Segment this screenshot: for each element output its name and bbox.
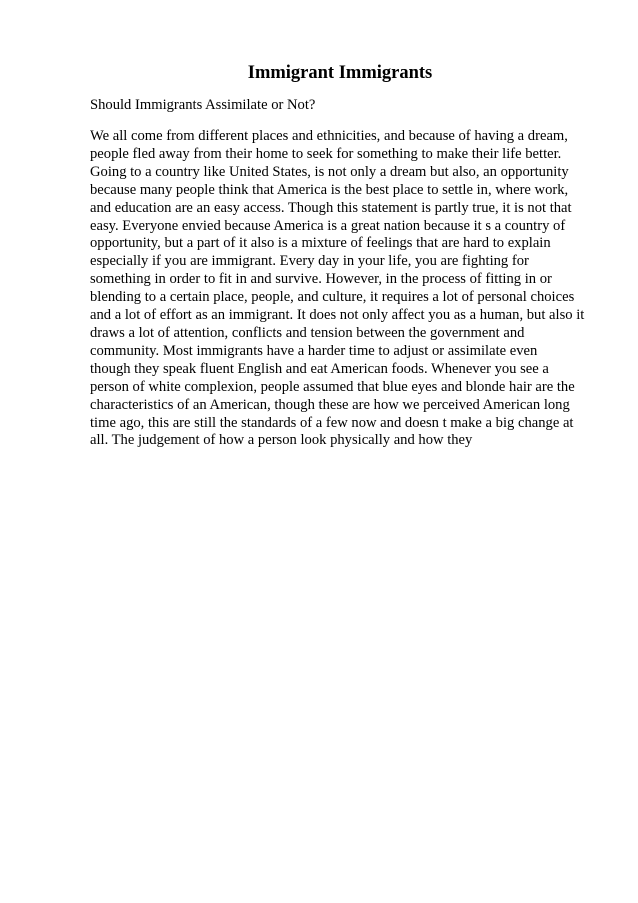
- paragraph-line: Going to a country like United States, is not only a dream but also, an opportunity: [90, 163, 569, 180]
- paragraph-line: especially if you are immigrant. Every day in your life, you are fighting for: [90, 253, 529, 270]
- paragraph-line: community. Most immigrants have a harder time to adjust or assimilate even: [90, 342, 538, 359]
- paragraph-line: draws a lot of attention, conflicts and tension between the government and: [90, 324, 525, 341]
- paragraph-line: time ago, this are still the standards of a few now and doesn t make a big change at: [90, 414, 574, 431]
- essay-paragraph: [90, 128, 635, 450]
- document-subtitle: Should Immigrants Assimilate or Not?: [90, 97, 316, 113]
- document-title: Immigrant Immigrants: [247, 63, 433, 83]
- paragraph-line: person of white complexion, people assumed that blue eyes and blonde hair are the: [90, 378, 575, 395]
- paragraph-line: all. The judgement of how a person look physically and how they: [90, 432, 473, 449]
- paragraph-line: easy. Everyone envied because America is a great nation because it s a country of: [90, 217, 566, 234]
- paragraph-line: people fled away from their home to seek for something to make their life better.: [90, 145, 562, 162]
- paragraph-line: We all come from different places and ethnicities, and because of having a dream,: [90, 128, 568, 144]
- paragraph-line: something in order to fit in and survive. However, in the process of fitting in or: [90, 271, 552, 288]
- paragraph-line: characteristics of an American, though these are how we perceived American long: [90, 396, 570, 413]
- paragraph-line: because many people think that America is the best place to settle in, where work,: [90, 181, 569, 198]
- paragraph-line: though they speak fluent English and eat American foods. Whenever you see a: [90, 360, 549, 377]
- paragraph-line: blending to a certain place, people, and culture, it requires a lot of personal choices: [90, 289, 575, 306]
- paragraph-line: and education are an easy access. Though this statement is partly true, it is not that: [90, 199, 572, 216]
- paragraph-line: and a lot of effort as an immigrant. It does not only affect you as a human, but also it: [90, 307, 585, 324]
- paragraph-line: opportunity, but a part of it also is a mixture of feelings that are hard to explain: [90, 235, 551, 252]
